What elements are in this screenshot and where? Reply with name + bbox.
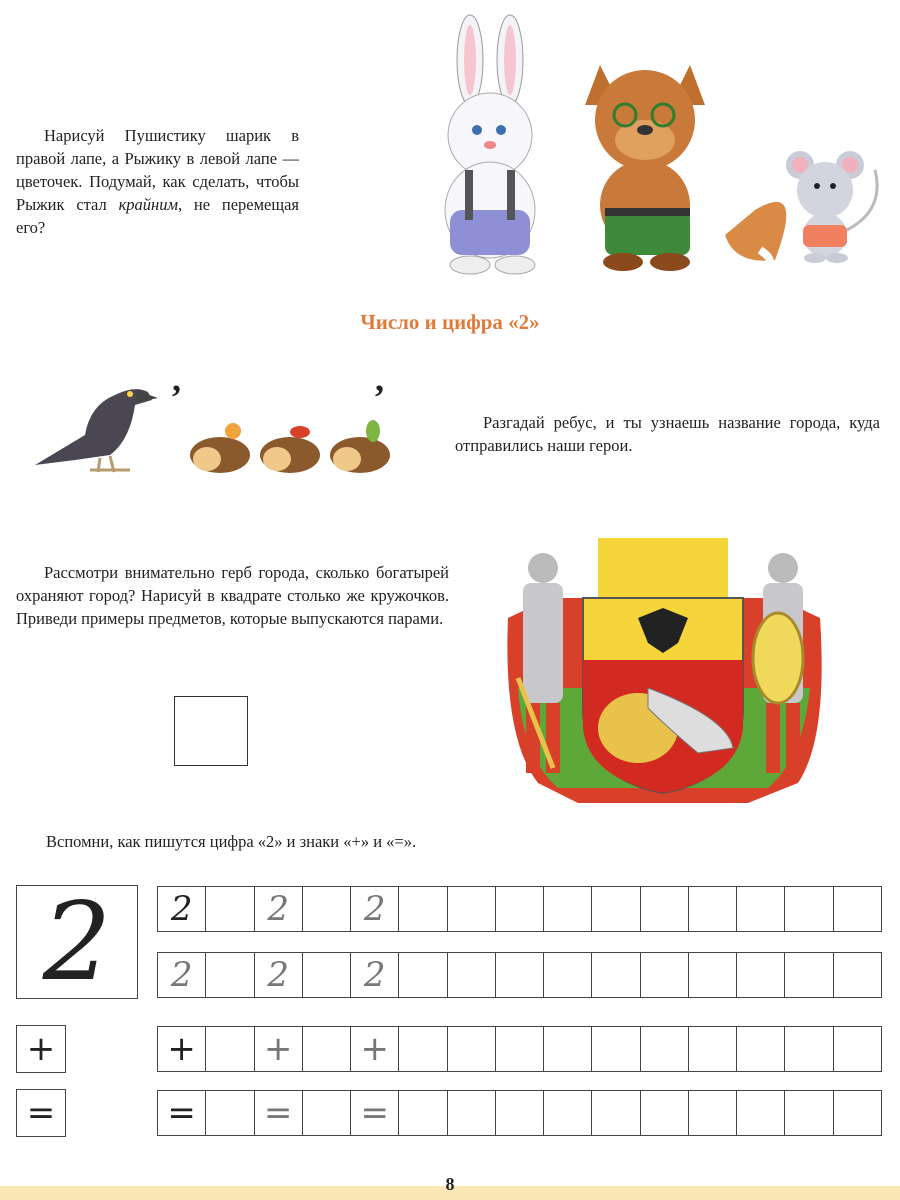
mouse-image — [786, 151, 877, 263]
rebus-comma-1: , — [172, 359, 181, 399]
equals-sign: = — [26, 1093, 56, 1133]
bunny-image — [445, 15, 535, 274]
practice-cell[interactable] — [303, 953, 351, 997]
practice-cell[interactable] — [834, 953, 881, 997]
practice-cell[interactable]: 2 — [351, 953, 399, 997]
practice-cell[interactable] — [689, 953, 737, 997]
practice-cell[interactable] — [496, 887, 544, 931]
equals-box — [16, 1089, 66, 1137]
practice-cell[interactable] — [206, 887, 254, 931]
practice-cell[interactable] — [496, 953, 544, 997]
practice-cell[interactable] — [785, 1091, 833, 1135]
practice-cell[interactable]: 2 — [351, 887, 399, 931]
practice-cell[interactable]: + — [351, 1027, 399, 1071]
practice-cell[interactable] — [399, 887, 447, 931]
practice-cell[interactable]: 2 — [255, 887, 303, 931]
fox-image — [585, 65, 786, 271]
hedgehogs-image — [185, 415, 395, 480]
practice-cell[interactable] — [737, 887, 785, 931]
section-title: Число и цифра «2» — [360, 310, 540, 334]
crow-image — [30, 370, 160, 480]
practice-cell[interactable] — [303, 887, 351, 931]
practice-cell[interactable] — [834, 1091, 881, 1135]
practice-cell[interactable] — [785, 887, 833, 931]
intro-text-start: Нарисуй Пушистику шарик в правой лапе, а Рыжику в левой лапе — цветочек. Подумай, как сделать, чтобы Рыжик стал — [16, 126, 299, 214]
practice-cell[interactable] — [689, 1027, 737, 1071]
practice-cell[interactable] — [592, 1091, 640, 1135]
practice-cell[interactable] — [641, 887, 689, 931]
practice-row-2 — [157, 952, 882, 998]
practice-cell[interactable] — [834, 887, 881, 931]
practice-cell[interactable] — [544, 1027, 592, 1071]
page-number: 8 — [445, 1174, 455, 1194]
practice-cell[interactable] — [448, 953, 496, 997]
plus-sign: + — [26, 1029, 56, 1069]
practice-cell[interactable] — [448, 1091, 496, 1135]
practice-row-1 — [157, 886, 882, 932]
practice-cell[interactable] — [303, 1027, 351, 1071]
practice-cell[interactable] — [206, 1027, 254, 1071]
writing-instruction: Вспомни, как пишутся цифра «2» и знаки «+» и «=». — [46, 832, 417, 851]
practice-row-plus — [157, 1026, 882, 1072]
practice-cell[interactable]: = — [158, 1091, 206, 1135]
practice-cell[interactable] — [206, 953, 254, 997]
practice-cell[interactable] — [641, 1027, 689, 1071]
practice-cell[interactable] — [448, 887, 496, 931]
practice-cell[interactable] — [785, 1027, 833, 1071]
practice-cell[interactable] — [592, 953, 640, 997]
practice-cell[interactable] — [399, 1027, 447, 1071]
practice-cell[interactable] — [544, 953, 592, 997]
practice-cell[interactable] — [834, 1027, 881, 1071]
drawing-square[interactable] — [174, 696, 248, 766]
practice-cell[interactable] — [496, 1091, 544, 1135]
practice-cell[interactable] — [206, 1091, 254, 1135]
practice-cell[interactable]: = — [255, 1091, 303, 1135]
plus-box — [16, 1025, 66, 1073]
practice-cell[interactable]: + — [158, 1027, 206, 1071]
rebus-comma-2: , — [375, 359, 384, 399]
practice-cell[interactable] — [303, 1091, 351, 1135]
practice-cell[interactable] — [448, 1027, 496, 1071]
practice-cell[interactable] — [592, 1027, 640, 1071]
practice-cell[interactable] — [737, 953, 785, 997]
practice-cell[interactable] — [399, 953, 447, 997]
practice-cell[interactable] — [689, 1091, 737, 1135]
practice-row-equals — [157, 1090, 882, 1136]
practice-cell[interactable]: 2 — [255, 953, 303, 997]
practice-cell[interactable]: = — [351, 1091, 399, 1135]
practice-cell[interactable] — [785, 953, 833, 997]
intro-text-emphasis: крайним — [118, 195, 178, 214]
rebus-paragraph: Разгадай ребус, и ты узнаешь название города, куда отправились наши герои. — [455, 413, 880, 455]
practice-cell[interactable] — [496, 1027, 544, 1071]
practice-cell[interactable] — [641, 1091, 689, 1135]
big-digit-box — [16, 879, 138, 1005]
hedgehog-with-leaf — [330, 420, 390, 473]
practice-cell[interactable] — [544, 887, 592, 931]
practice-cell[interactable]: 2 — [158, 887, 206, 931]
practice-cell[interactable] — [737, 1027, 785, 1071]
practice-cell[interactable] — [737, 1091, 785, 1135]
practice-cell[interactable] — [544, 1091, 592, 1135]
practice-cell[interactable] — [641, 953, 689, 997]
practice-cell[interactable] — [689, 887, 737, 931]
characters-illustration — [395, 10, 895, 280]
hedgehog-with-apple — [190, 423, 250, 473]
practice-cell[interactable] — [592, 887, 640, 931]
coat-of-arms-image — [498, 538, 830, 808]
practice-cell[interactable] — [399, 1091, 447, 1135]
big-digit-2: 2 — [42, 879, 112, 1005]
practice-cell[interactable]: + — [255, 1027, 303, 1071]
practice-cell[interactable]: 2 — [158, 953, 206, 997]
intro-text-end: , не перемещая его? — [16, 195, 299, 237]
coat-paragraph: Рассмотри внимательно герб города, сколько богатырей охраняют город? Нарисуй в квадрате столько же кружочков. Приведи примеры предметов, которые выпускаются парами. — [16, 563, 449, 628]
intro-paragraph — [16, 124, 299, 239]
hedgehog-with-mushroom — [260, 426, 320, 473]
